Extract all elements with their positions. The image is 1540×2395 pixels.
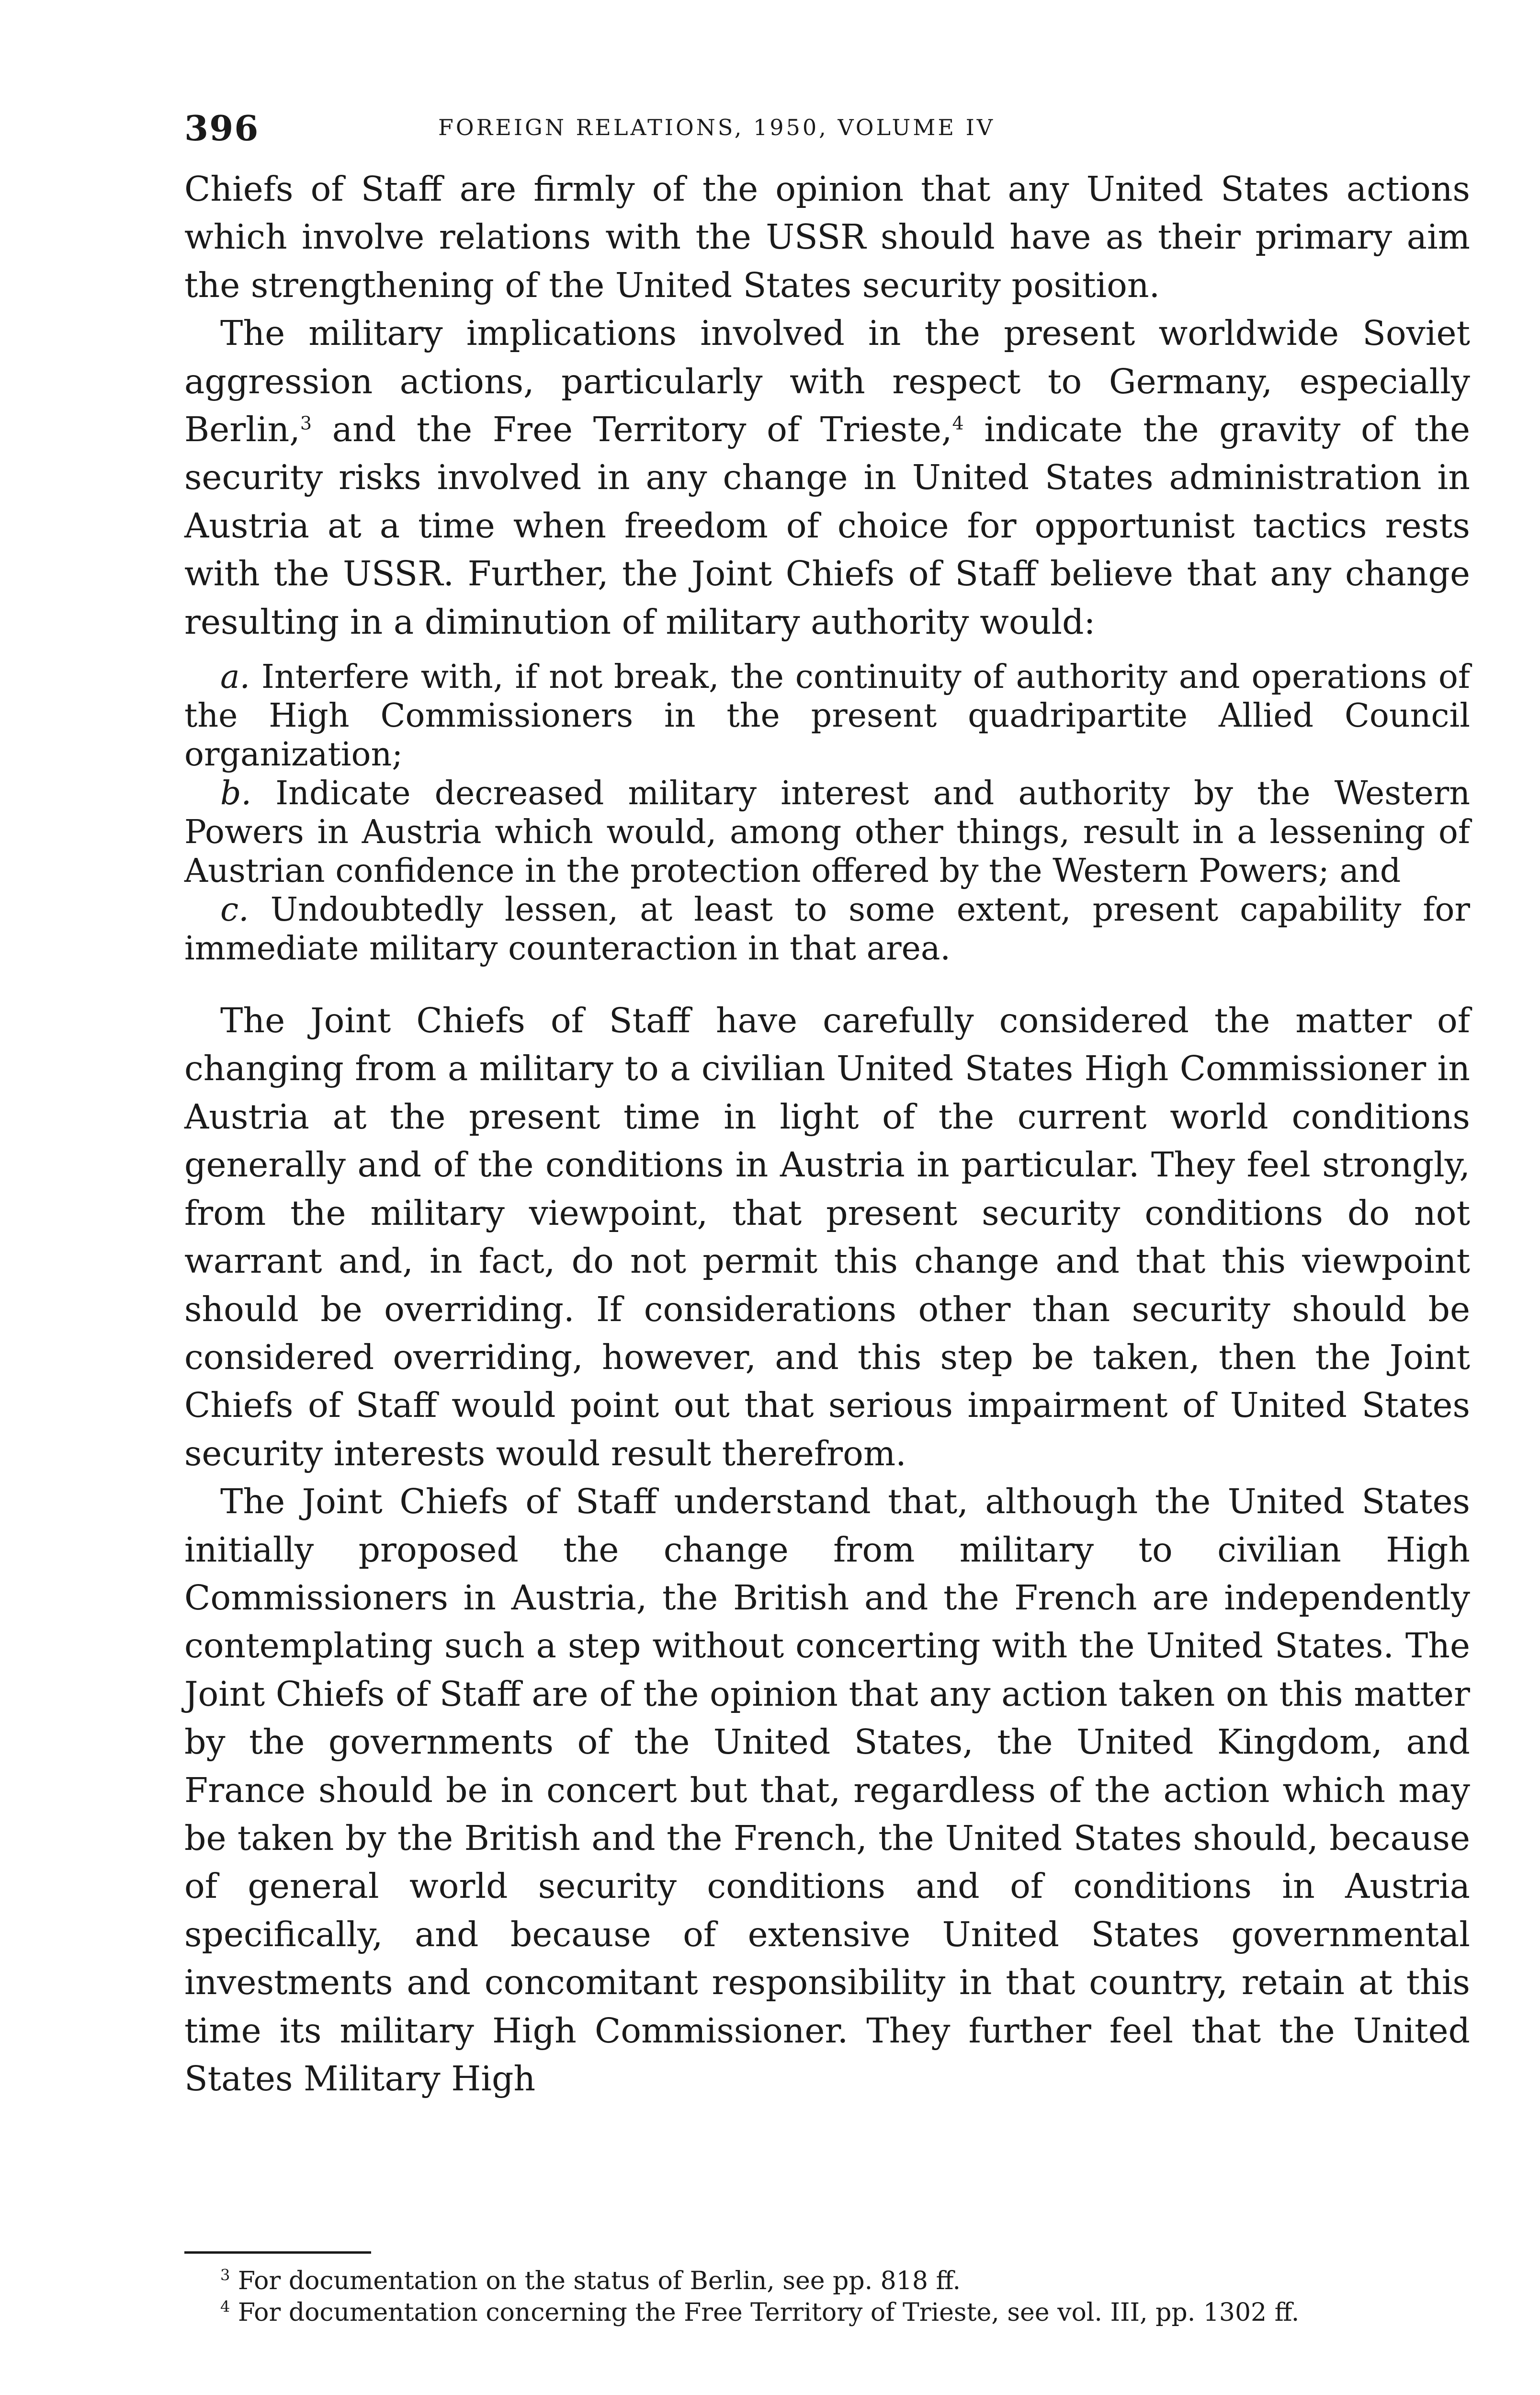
page-number: 396 [184, 108, 260, 148]
footnote-ref-4[interactable]: 4 [952, 412, 964, 434]
paragraph-2-part-c: indicate the gravity of the security risks involved in any change in United States administration in Austria at a time when freedom of choice for opportunist tactics rests with the USSR. Further, the Joint Chiefs of Staff believe that any change resulting in a diminution of military authority would: [184, 410, 1471, 642]
paragraph-2 [184, 309, 1470, 646]
paragraph-2-part-b: and the Free Territory of Trieste, [312, 410, 952, 450]
footnote-divider [184, 2251, 371, 2254]
list-item-a [184, 658, 1470, 774]
list-item-text: Undoubtedly lessen, at least to some extent, present capability for immediate military counteraction in that area. [184, 891, 1470, 968]
footnote-mark: 4 [220, 2297, 230, 2316]
running-title: FOREIGN RELATIONS, 1950, VOLUME IV [438, 114, 995, 140]
footnote-4 [184, 2297, 1470, 2328]
footnote-text: For documentation concerning the Free Territory of Trieste, see vol. III, pp. 1302 ff. [230, 2298, 1300, 2327]
list-item-text: Indicate decreased military interest and authority by the Western Powers in Austria which would, among other things, result in a lessening of Austrian confidence in the protection offered by the Western Powers; and [184, 775, 1470, 890]
paragraph-1: Chiefs of Staff are firmly of the opinion that any United States actions which involve relations with the USSR should have as their primary aim the strengthening of the United States security position. [184, 169, 1470, 305]
list-item-b [184, 774, 1470, 890]
list-item-c [184, 890, 1470, 968]
running-head [184, 108, 1470, 160]
list-item-label: b. [220, 775, 252, 813]
footnote-text: For documentation on the status of Berlin, see pp. 818 ff. [230, 2267, 961, 2295]
paragraph-4: The Joint Chiefs of Staff understand that, although the United States initially proposed the change from military to civilian High Commissioners in Austria, the British and the French are independently contemplating such a step without concerting with the United States. The Joint Chiefs of Staff are of the opinion that any action taken on this matter by the governments of the United States, the United Kingdom, and France should be in concert but that, regardless of the action which may be taken by the British and the French, the United States should, because of general world security conditions and of conditions in Austria specifically, and because of extensive United States governmental investments and concomitant responsibility in that country, retain at this time its military High Commissioner. They further feel that the United States Military High [184, 1482, 1470, 2098]
enumerated-list [184, 658, 1470, 968]
paragraph-3: The Joint Chiefs of Staff have carefully considered the matter of changing from a military to a civilian United States High Commissioner in Austria at the present time in light of the current world conditions generally and of the conditions in Austria in particular. They feel strongly, from the military viewpoint, that present security conditions do not warrant and, in fact, do not permit this change and that this viewpoint should be overriding. If considerations other than security should be considered overriding, however, and this step be taken, then the Joint Chiefs of Staff would point out that serious impairment of United States security interests would result therefrom. [184, 1001, 1470, 1473]
page [184, 108, 1470, 2103]
footnote-ref-3[interactable]: 3 [300, 412, 312, 434]
list-item-text: Interfere with, if not break, the continuity of authority and operations of the High Commissioners in the present quadripartite Allied Council organization; [184, 658, 1470, 774]
footnote-mark: 3 [220, 2266, 230, 2284]
footnotes [184, 2251, 1470, 2328]
paragraph-2-part-a: The military implications involved in the present worldwide Soviet aggression actions, particularly with respect to Germany, especially Berlin, [184, 313, 1470, 450]
list-item-label: a. [220, 658, 250, 696]
list-item-label: c. [220, 891, 249, 929]
footnote-3 [184, 2265, 1470, 2297]
